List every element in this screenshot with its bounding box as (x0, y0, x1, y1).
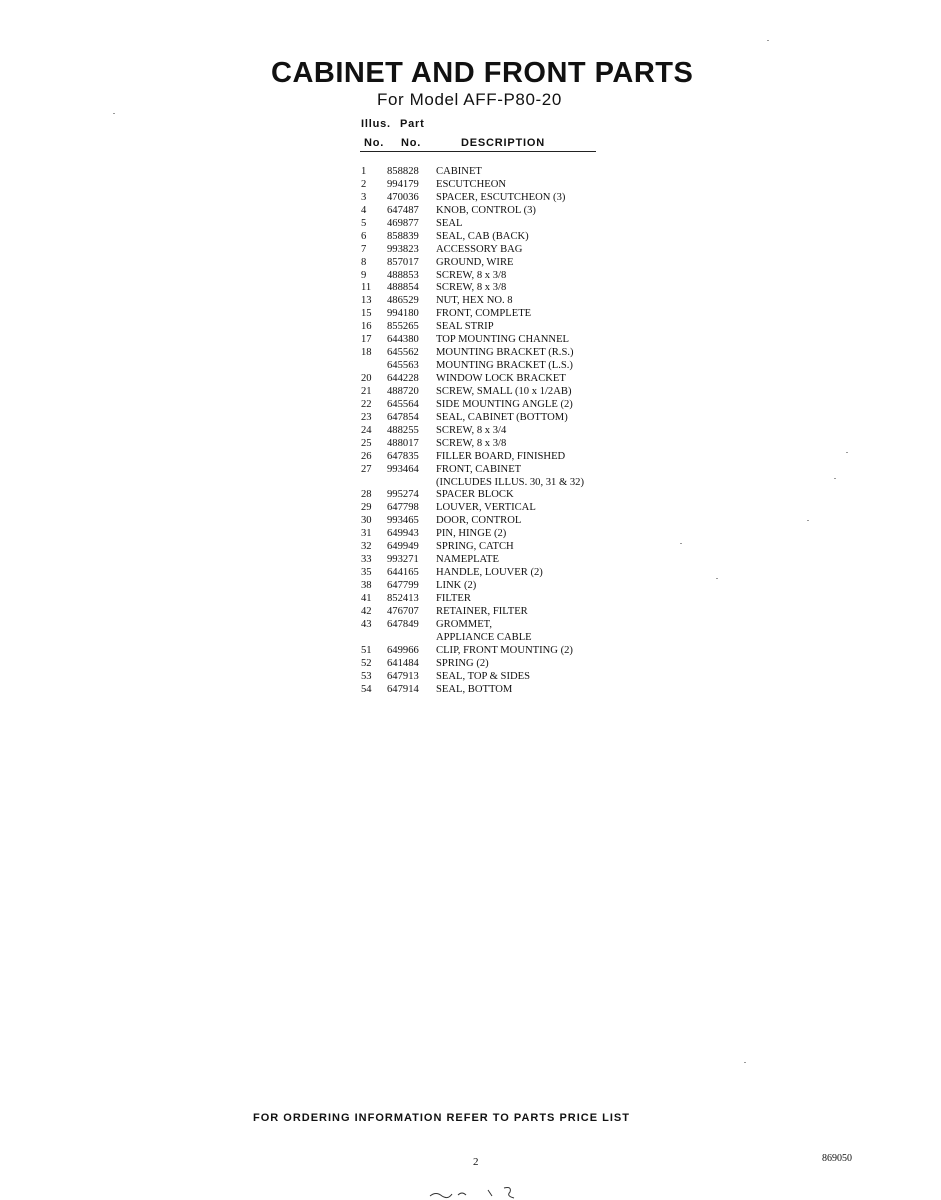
illus-number: 22 (361, 398, 372, 410)
page-title: CABINET AND FRONT PARTS (271, 57, 694, 89)
page-number: 2 (473, 1156, 479, 1168)
part-description: ESCUTCHEON (436, 178, 507, 190)
illus-number: 20 (361, 373, 372, 384)
scan-speck (680, 543, 682, 544)
parts-row (361, 489, 621, 502)
part-number: 647798 (387, 502, 419, 514)
part-number: 995274 (387, 489, 419, 501)
parts-row (361, 282, 621, 295)
part-number: 649949 (387, 541, 419, 553)
part-description: DOOR, CONTROL (436, 515, 522, 527)
part-description: NUT, HEX NO. 8 (436, 295, 513, 307)
part-number: 649943 (387, 528, 419, 540)
part-number: 647854 (387, 411, 419, 423)
part-column-header: No. (401, 137, 422, 149)
part-description: SCREW, 8 x 3/8 (436, 437, 507, 449)
scan-speck (113, 113, 115, 114)
parts-row (361, 554, 621, 567)
parts-row (361, 218, 621, 231)
illus-number: 43 (361, 618, 372, 630)
part-number: 486529 (387, 295, 419, 307)
part-description: TOP MOUNTING CHANNEL (436, 334, 570, 346)
parts-row (361, 270, 621, 283)
illus-number: 2 (361, 178, 367, 190)
part-number: 647914 (387, 683, 419, 695)
part-description: (INCLUDES ILLUS. 30, 31 & 32) (436, 476, 585, 488)
parts-row (361, 321, 621, 334)
part-number: 647913 (387, 670, 419, 682)
illus-number: 3 (361, 191, 367, 203)
part-description: ACCESSORY BAG (436, 243, 523, 255)
illus-number: 24 (361, 424, 372, 436)
handwritten-mark (428, 1184, 528, 1200)
parts-row (361, 593, 621, 606)
parts-row (361, 425, 621, 438)
part-number: 488017 (387, 437, 419, 449)
part-number: 645562 (387, 347, 419, 359)
parts-row (361, 477, 621, 490)
scan-speck (716, 578, 718, 579)
part-number: 993465 (387, 515, 419, 527)
illus-number: 1 (361, 166, 367, 177)
illus-number (361, 360, 387, 373)
description-column-header: DESCRIPTION (461, 137, 545, 149)
part-description: FILLER BOARD, FINISHED (436, 450, 566, 462)
parts-row (361, 580, 621, 593)
scan-speck (744, 1062, 746, 1063)
parts-row (361, 684, 621, 697)
part-description: MOUNTING BRACKET (L.S.) (436, 360, 573, 372)
illus-number: 13 (361, 295, 372, 307)
parts-row (361, 502, 621, 515)
part-number: 647849 (387, 618, 419, 630)
part-description: SEAL, BOTTOM (436, 683, 513, 695)
part-description: SEAL, TOP & SIDES (436, 670, 530, 682)
parts-row (361, 257, 621, 270)
parts-row (361, 231, 621, 244)
parts-row (361, 244, 621, 257)
part-number: 993823 (387, 243, 419, 255)
part-number: 647799 (387, 580, 419, 591)
parts-row (361, 645, 621, 658)
illus-number: 33 (361, 554, 372, 566)
scan-speck (807, 520, 809, 521)
part-description: RETAINER, FILTER (436, 605, 528, 617)
illus-number: 9 (361, 269, 367, 281)
part-description: SCREW, 8 x 3/8 (436, 282, 507, 294)
part-description: PIN, HINGE (2) (436, 528, 507, 540)
parts-row (361, 412, 621, 425)
part-number: 476707 (387, 605, 419, 617)
part-description: GROUND, WIRE (436, 256, 514, 268)
illus-number: 16 (361, 321, 372, 333)
illus-number (361, 477, 387, 490)
part-number: 470036 (387, 191, 419, 203)
parts-row (361, 515, 621, 528)
illus-column-header: No. (364, 137, 385, 149)
parts-row (361, 658, 621, 671)
part-description: SEAL STRIP (436, 321, 494, 333)
parts-row (361, 179, 621, 192)
parts-row (361, 334, 621, 347)
model-subtitle: For Model AFF-P80-20 (377, 90, 562, 109)
part-description: SEAL (436, 217, 463, 229)
parts-row (361, 464, 621, 477)
part-description: SPRING (2) (436, 657, 489, 669)
part-number: 994180 (387, 308, 419, 320)
part-description: APPLIANCE CABLE (436, 631, 532, 643)
part-number: 488853 (387, 269, 419, 281)
parts-row (361, 399, 621, 412)
part-number: 994179 (387, 178, 419, 190)
part-number: 469877 (387, 217, 419, 229)
illus-number: 31 (361, 528, 372, 540)
part-number: 649966 (387, 644, 419, 656)
part-description: KNOB, CONTROL (3) (436, 204, 536, 216)
part-description: SPACER BLOCK (436, 489, 514, 501)
parts-row (361, 671, 621, 684)
part-description: SPACER, ESCUTCHEON (3) (436, 191, 566, 203)
illus-number: 7 (361, 243, 367, 255)
part-number (387, 477, 436, 490)
part-description: LOUVER, VERTICAL (436, 502, 536, 514)
illus-number: 5 (361, 217, 367, 229)
part-number: 858828 (387, 166, 419, 177)
part-description: SCREW, 8 x 3/8 (436, 269, 507, 281)
part-description: WINDOW LOCK BRACKET (436, 373, 566, 384)
parts-row (361, 308, 621, 321)
part-number: 641484 (387, 657, 419, 669)
part-number: 644228 (387, 373, 419, 384)
scan-speck (846, 452, 848, 453)
parts-row (361, 567, 621, 580)
illus-number: 28 (361, 489, 372, 501)
parts-row (361, 373, 621, 386)
illus-number: 29 (361, 502, 372, 514)
part-number (387, 632, 436, 645)
parts-row (361, 166, 621, 179)
part-number: 644165 (387, 567, 419, 579)
parts-row (361, 451, 621, 464)
illus-number (361, 632, 387, 645)
part-description: LINK (2) (436, 580, 477, 591)
part-number: 993464 (387, 463, 419, 475)
parts-row (361, 295, 621, 308)
header-rule (360, 151, 596, 152)
parts-row (361, 347, 621, 360)
parts-row (361, 438, 621, 451)
part-description: GROMMET, (436, 618, 493, 630)
part-column-header-top: Part (400, 118, 425, 130)
part-description: CLIP, FRONT MOUNTING (2) (436, 644, 573, 656)
part-number: 645564 (387, 398, 419, 410)
illus-number: 17 (361, 334, 372, 346)
illus-number: 26 (361, 450, 372, 462)
part-description: FRONT, CABINET (436, 463, 522, 475)
part-number: 857017 (387, 256, 419, 268)
parts-row (361, 205, 621, 218)
part-number: 488854 (387, 282, 419, 294)
illus-number: 23 (361, 411, 372, 423)
parts-row (361, 360, 621, 373)
illus-number: 6 (361, 230, 367, 242)
parts-row (361, 386, 621, 399)
illus-number: 18 (361, 347, 372, 359)
parts-list (361, 166, 621, 696)
parts-row (361, 619, 621, 632)
part-number: 647835 (387, 450, 419, 462)
illus-number: 51 (361, 644, 372, 656)
illus-number: 52 (361, 657, 372, 669)
ordering-note: FOR ORDERING INFORMATION REFER TO PARTS PRICE LIST (253, 1112, 630, 1124)
illus-number: 54 (361, 683, 372, 695)
illus-number: 11 (361, 282, 372, 294)
part-description: HANDLE, LOUVER (2) (436, 567, 543, 579)
part-description: NAMEPLATE (436, 554, 499, 566)
part-number: 645563 (387, 360, 419, 372)
part-description: MOUNTING BRACKET (R.S.) (436, 347, 574, 359)
parts-row (361, 606, 621, 619)
illus-number: 32 (361, 541, 372, 553)
part-description: FILTER (436, 592, 471, 604)
part-number: 488255 (387, 424, 419, 436)
part-description: CABINET (436, 166, 482, 177)
scan-speck (767, 40, 769, 41)
illus-number: 25 (361, 437, 372, 449)
part-number: 855265 (387, 321, 419, 333)
illus-number: 8 (361, 256, 367, 268)
part-description: SCREW, 8 x 3/4 (436, 424, 507, 436)
illus-number: 21 (361, 385, 372, 397)
scan-speck (834, 478, 836, 479)
part-number: 858839 (387, 230, 419, 242)
parts-row (361, 632, 621, 645)
illus-number: 35 (361, 567, 372, 579)
parts-row (361, 192, 621, 205)
part-number: 488720 (387, 385, 419, 397)
part-description: SCREW, SMALL (10 x 1/2AB) (436, 385, 572, 397)
illus-number: 53 (361, 670, 372, 682)
illus-number: 27 (361, 463, 372, 475)
illus-number: 42 (361, 605, 372, 617)
part-description: SPRING, CATCH (436, 541, 514, 553)
illus-number: 15 (361, 308, 372, 320)
parts-row (361, 541, 621, 554)
part-number: 644380 (387, 334, 419, 346)
parts-row (361, 528, 621, 541)
illus-number: 4 (361, 204, 367, 216)
illus-number: 41 (361, 592, 372, 604)
part-description: SEAL, CABINET (BOTTOM) (436, 411, 568, 423)
part-description: SEAL, CAB (BACK) (436, 230, 529, 242)
part-number: 993271 (387, 554, 419, 566)
illus-column-header-top: Illus. (361, 118, 391, 130)
illus-number: 30 (361, 515, 372, 527)
illus-number: 38 (361, 580, 372, 591)
part-number: 852413 (387, 592, 419, 604)
part-number: 647487 (387, 204, 419, 216)
part-description: FRONT, COMPLETE (436, 308, 532, 320)
part-description: SIDE MOUNTING ANGLE (2) (436, 398, 573, 410)
document-number: 869050 (822, 1153, 852, 1164)
